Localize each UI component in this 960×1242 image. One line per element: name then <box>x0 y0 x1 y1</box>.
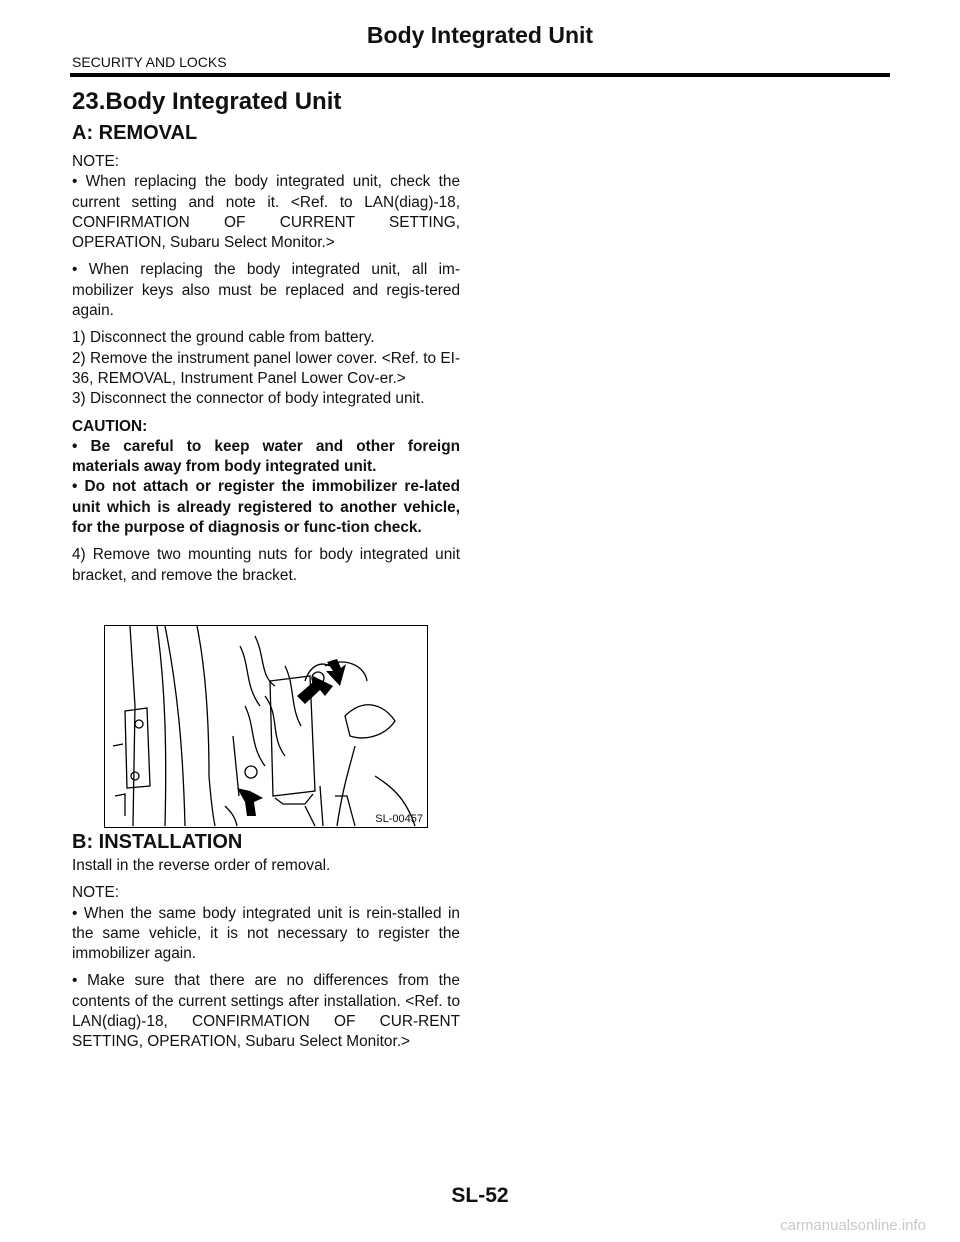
step-item: 1) Disconnect the ground cable from battery. <box>72 329 375 347</box>
installation-heading: B: INSTALLATION <box>72 831 243 853</box>
chapter-heading: 23.Body Integrated Unit <box>72 88 342 115</box>
step-item: 2) Remove the instrument panel lower cover. <Ref. to EI-36, REMOVAL, Instrument Panel Lower Cov-er.> <box>72 349 460 387</box>
caution-item: • Be careful to keep water and other foreign materials away from body integrated unit. <box>72 437 460 476</box>
removal-body <box>72 152 460 586</box>
watermark: carmanualsonline.info <box>780 1217 926 1234</box>
section-name: SECURITY AND LOCKS <box>72 54 227 70</box>
installation-body <box>72 856 460 1053</box>
page-header-title: Body Integrated Unit <box>366 22 594 48</box>
page-number: SL-52 <box>451 1184 509 1207</box>
step-item: 4) Remove two mounting nuts for body integrated unit bracket, and remove the bracket. <box>72 546 460 584</box>
note-item: • When the same body integrated unit is rein-stalled in the same vehicle, it is not necessary to register the immobilizer again. <box>72 904 460 963</box>
caution-label: CAUTION: <box>72 417 148 435</box>
note-label: NOTE: <box>72 153 120 170</box>
note-label: NOTE: <box>72 884 120 902</box>
step-item: 3) Disconnect the connector of body integrated unit. <box>72 390 425 408</box>
note-item: • When replacing the body integrated unit, check the current setting and note it. <Ref. to LAN(diag)-18, CONFIRMATION OF CURRENT SETTING, OPERATION, Subaru Select Monitor.> <box>72 173 460 252</box>
body-integrated-unit-illustration <box>105 626 427 827</box>
removal-heading: A: REMOVAL <box>72 122 198 144</box>
note-item: • When replacing the body integrated unit, all im-mobilizer keys also must be replaced and regis-tered again. <box>72 261 460 320</box>
figure-label: SL-00457 <box>375 813 423 825</box>
removal-figure <box>104 625 428 828</box>
installation-text: Install in the reverse order of removal. <box>72 857 331 874</box>
header-rule <box>70 73 890 77</box>
note-item: • Make sure that there are no differences from the contents of the current settings after installation. <Ref. to LAN(diag)-18, CONFIRMATION OF CUR-RENT SETTING, OPERATION, Subaru Select Monitor.> <box>72 972 460 1051</box>
caution-item: • Do not attach or register the immobilizer re-lated unit which is already registered to another vehicle, for the purpose of diagnosis or func-tion check. <box>72 478 460 537</box>
